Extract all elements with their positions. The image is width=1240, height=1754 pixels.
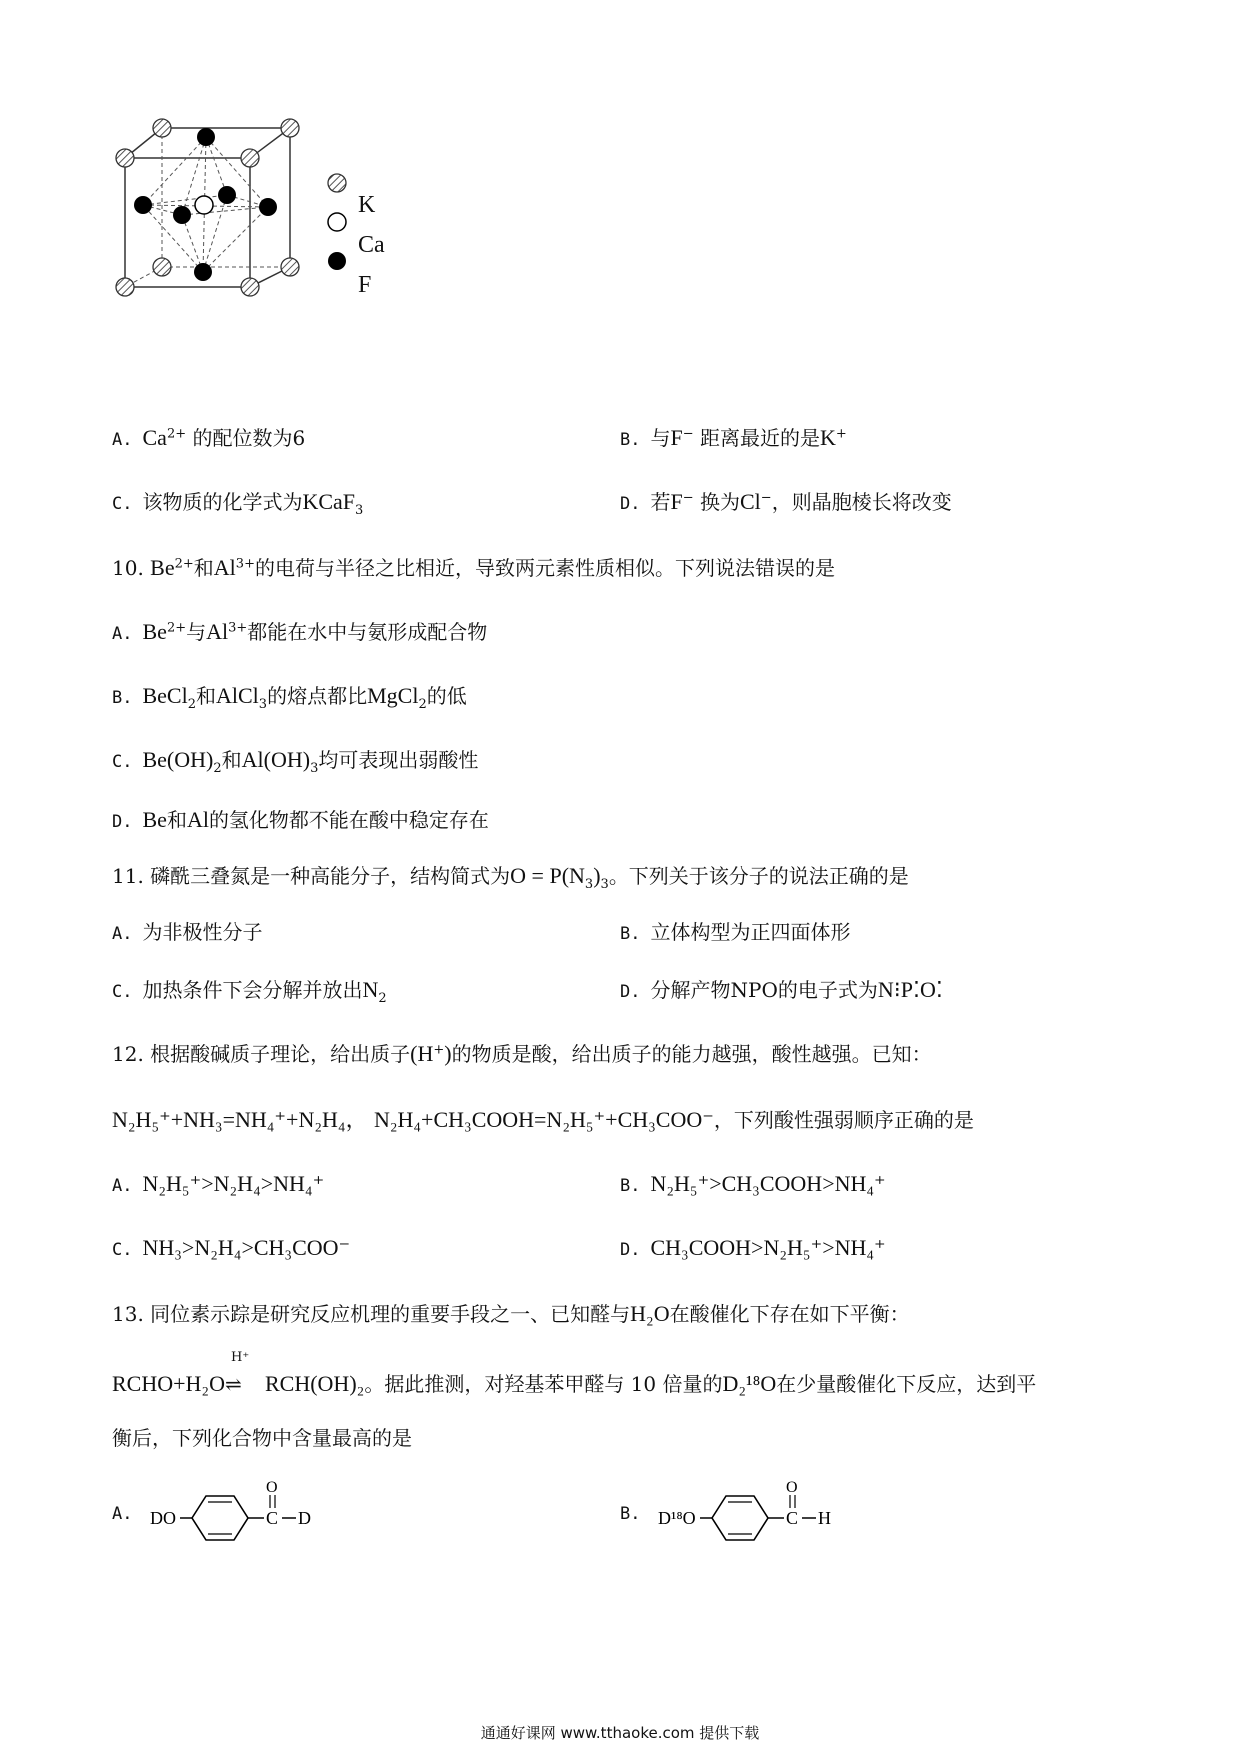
legend-ca-label: Ca: [358, 232, 385, 258]
q10-option-b: B. BeCl$_2$和AlCl$_3$的熔点都比MgCl$_2$的低: [112, 683, 467, 712]
q10-option-c: C. $Be(OH)_2$和$Al(OH)_3$均可表现出弱酸性: [112, 747, 479, 776]
k-atom: [153, 258, 171, 276]
q11-stem: 11. 磷酰三叠氮是一种高能分子，结构简式为$O = P(N_3)_3$。下列关于该分子的说法正确的是: [112, 863, 909, 892]
ca-atom: [195, 196, 213, 214]
a-carbonyl-carbon: C: [266, 1508, 279, 1528]
q11-option-b: B. 立体构型为正四面体形: [620, 920, 851, 944]
legend-f-label: F: [358, 272, 372, 298]
k-atom: [281, 119, 299, 137]
q13-stem-line2: RCHO+H₂O H⁺ ⇌ RCH(OH)₂。据此推测，对羟基苯甲醛与 10 倍量的D₂¹⁸O在少量酸催化下反应，达到平: [112, 1370, 1036, 1398]
q12-option-c: C. NH₃>N₂H₄>CH₃COO⁻: [112, 1235, 351, 1260]
q12-option-a: A. N₂H₅⁺>N₂H₄>NH₄⁺: [112, 1171, 325, 1196]
k-atom: [116, 278, 134, 296]
legend-k-label: K: [358, 192, 376, 218]
f-atom: [259, 198, 277, 216]
a-right-group: D: [298, 1508, 311, 1528]
q9-option-b: B. 与F− 距离最近的是K+: [620, 425, 847, 450]
q11-option-a: A. 为非极性分子: [112, 920, 263, 944]
f-atom: [194, 263, 212, 281]
k-atom: [153, 119, 171, 137]
q13-stem-line3: 衡后，下列化合物中含量最高的是: [112, 1426, 412, 1450]
k-atom: [241, 149, 259, 167]
b-right-group: H: [818, 1508, 831, 1528]
a-carbonyl-oxygen: O: [266, 1479, 278, 1496]
q9-option-a: A. $Ca^{2+}$ 的配位数为6: [112, 425, 306, 450]
q9-option-c: C. 该物质的化学式为KCaF$_3$: [112, 489, 364, 518]
q10-stem: 10. $Be^{2+}$和$Al^{3+}$的电荷与半径之比相近，导致两元素性质相似。下列说法错误的是: [112, 555, 835, 580]
b-left-group: D¹⁸O: [658, 1508, 696, 1528]
f-atom: [173, 206, 191, 224]
q12-option-b: B. N₂H₅⁺>CH₃COOH>NH₄⁺: [620, 1171, 886, 1196]
q13-option-a-structure: [148, 1476, 328, 1546]
catalyst-label: H⁺: [230, 1350, 250, 1365]
q10-option-d: D. Be和Al的氢化物都不能在酸中稳定存在: [112, 807, 489, 832]
f-atom: [218, 186, 236, 204]
q13-option-b-label: B.: [620, 1504, 641, 1524]
q11-option-d: D. 分解产物NPO的电子式为N⁝P⁚O⁚: [620, 977, 943, 1002]
q13-option-b-structure: [656, 1476, 856, 1546]
q9-option-d: D. 若F− 换为Cl−，则晶胞棱长将改变: [620, 489, 952, 514]
page-footer: 通通好课网 www.tthaoke.com 提供下载: [480, 1724, 760, 1742]
b-carbonyl-oxygen: O: [786, 1479, 798, 1496]
a-left-group: DO: [150, 1508, 176, 1528]
q12-option-d: D. CH₃COOH>N₂H₅⁺>NH₄⁺: [620, 1235, 886, 1260]
f-atom: [134, 196, 152, 214]
k-atom: [241, 278, 259, 296]
legend-k-symbol: [328, 174, 346, 192]
f-atom: [197, 128, 215, 146]
q12-stem: 12. 根据酸碱质子理论，给出质子(H+)的物质是酸，给出质子的能力越强，酸性越强。已知：: [112, 1041, 932, 1066]
q10-option-a: A. $Be^{2+}$与$Al^{3+}$都能在水中与氨形成配合物: [112, 619, 488, 644]
q13-stem-line1: 13. 同位素示踪是研究反应机理的重要手段之一、已知醛与H₂O在酸催化下存在如下平衡：: [112, 1301, 910, 1326]
k-atom: [116, 149, 134, 167]
q11-option-c: C. 加热条件下会分解并放出$N_2$: [112, 977, 387, 1006]
legend-ca-symbol: [328, 213, 346, 231]
q12-equations: N₂H₅⁺+NH₃=NH₄⁺+N₂H₄， N₂H₄+CH₃COOH=N₂H₅⁺+CH₃COO⁻，下列酸性强弱顺序正确的是: [112, 1107, 974, 1132]
crystal-cell-diagram: [110, 115, 430, 335]
b-carbonyl-carbon: C: [786, 1508, 799, 1528]
k-atom: [281, 258, 299, 276]
equilibrium-arrow: ⇌: [224, 1372, 242, 1396]
q13-option-a-label: A.: [112, 1504, 133, 1524]
legend-f-symbol: [328, 252, 346, 270]
